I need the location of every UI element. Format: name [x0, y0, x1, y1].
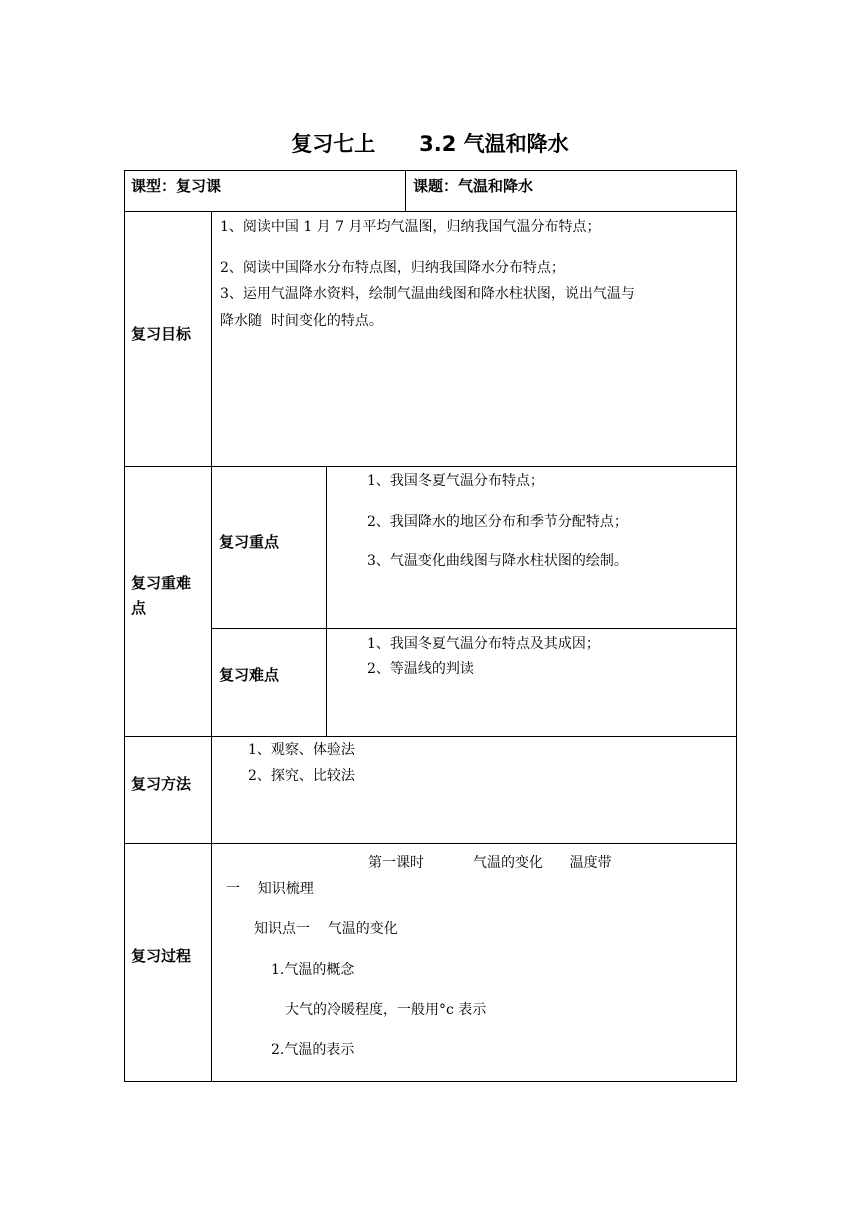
lesson-type: 课型：复习课 — [131, 177, 222, 195]
objective-line: 3、运用气温降水资料，绘制气温曲线图和降水柱状图，说出气温与 — [220, 286, 635, 302]
key-points-label: 复习重点 — [219, 533, 280, 551]
table-border-top — [124, 170, 737, 171]
key-point-item: 2、我国降水的地区分布和季节分配特点； — [367, 514, 628, 530]
row-divider-methods — [124, 843, 737, 844]
row-divider-header — [124, 211, 737, 212]
session-heading: 第一课时 气温的变化 温度带 — [368, 855, 612, 871]
methods-label: 复习方法 — [131, 775, 192, 793]
objective-line: 2、阅读中国降水分布特点图，归纳我国降水分布特点； — [220, 260, 565, 276]
table-border-bottom — [124, 1081, 737, 1082]
objective-line: 1、阅读中国 1 月 7 月平均气温图，归纳我国气温分布特点； — [220, 219, 601, 235]
knowledge-point-heading: 知识点一 气温的变化 — [254, 921, 398, 937]
subpoint-heading: 2.气温的表示 — [271, 1042, 355, 1058]
row-divider-difficult — [124, 736, 737, 737]
lesson-topic: 课题：气温和降水 — [413, 177, 534, 195]
objective-line: 降水随 时间变化的特点。 — [220, 313, 383, 329]
row-divider-objectives — [124, 466, 737, 467]
key-difficult-label: 复习重难 — [131, 574, 192, 592]
process-label: 复习过程 — [131, 947, 192, 965]
sublabel-column-divider — [326, 466, 327, 736]
subpoint-text: 大气的冷暖程度，一般用°c 表示 — [285, 1002, 487, 1018]
key-point-item: 3、气温变化曲线图与降水柱状图的绘制。 — [367, 553, 628, 569]
key-difficult-label-cont: 点 — [131, 599, 147, 617]
difficult-points-label: 复习难点 — [219, 666, 280, 684]
page-title: 复习七上 3.2 气温和降水 — [291, 132, 569, 156]
table-border-right — [736, 170, 737, 1082]
objectives-label: 复习目标 — [131, 325, 192, 343]
method-item: 2、探究、比较法 — [248, 768, 355, 784]
difficult-point-item: 2、等温线的判读 — [367, 661, 474, 677]
key-point-item: 1、我国冬夏气温分布特点； — [367, 473, 544, 489]
difficult-point-item: 1、我国冬夏气温分布特点及其成因； — [367, 636, 600, 652]
table-border-left — [124, 170, 125, 1082]
label-column-divider — [211, 211, 212, 1082]
header-column-divider — [405, 170, 406, 212]
subpoint-heading: 1.气温的概念 — [271, 962, 355, 978]
row-divider-key — [211, 628, 737, 629]
section-heading: 一 知识梳理 — [226, 881, 314, 897]
method-item: 1、观察、体验法 — [248, 742, 355, 758]
